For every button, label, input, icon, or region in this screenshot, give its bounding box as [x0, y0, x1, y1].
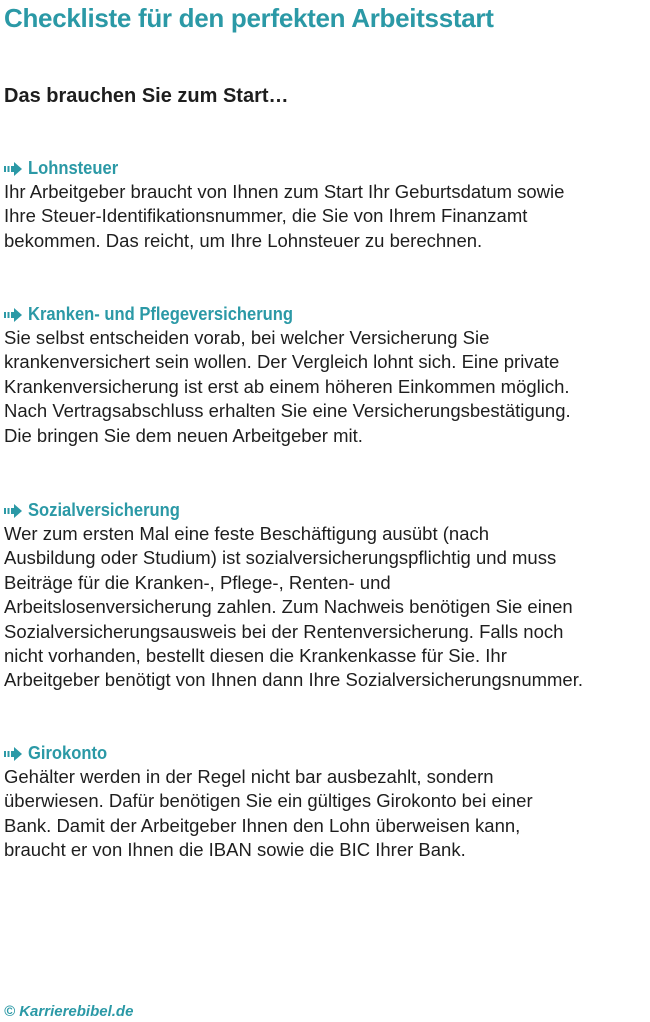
section-lohnsteuer — [4, 156, 650, 253]
page-title: Checkliste für den perfekten Arbeitsstart — [4, 3, 494, 33]
section-heading — [4, 302, 650, 326]
section-heading — [4, 498, 650, 522]
page-subtitle: Das brauchen Sie zum Start… — [4, 85, 289, 107]
arrow-right-icon — [4, 308, 22, 322]
section-title: Girokonto — [28, 743, 108, 763]
section-body: Sie selbst entscheiden vorab, bei welcher Versicherung Sie krankenversichert sein wollen. Der Vergleich lohnt sich. Eine private Krankenversicherung ist erst ab einem höheren Einkommen möglich. Nach Vertragsabschluss erhalten Sie eine Versicherungsbestätigung. Die bringen Sie dem neuen Arbeitgeber mit. — [4, 327, 571, 446]
section-title: Kranken- und Pflegeversicherung — [28, 304, 294, 324]
arrow-right-icon — [4, 504, 22, 518]
section-body: Gehälter werden in der Regel nicht bar ausbezahlt, sondern überwiesen. Dafür benötigen Sie ein gültiges Girokonto bei einer Bank. Damit der Arbeitgeber Ihnen den Lohn überweisen kann, braucht er von Ihnen die IBAN sowie die BIC Ihrer Bank. — [4, 766, 533, 861]
section-title: Sozialversicherung — [28, 500, 180, 520]
copyright-footer: © Karrierebibel.de — [4, 1003, 134, 1020]
section-sozialversicherung — [4, 498, 650, 693]
section-heading — [4, 156, 650, 180]
section-body: Wer zum ersten Mal eine feste Beschäftigung ausübt (nach Ausbildung oder Studium) ist sozialversicherungspflichtig und muss Beiträge für die Kranken-, Pflege-, Renten- und Arbeitslosenversicherung zahlen. Zum Nachweis benötigen Sie einen Sozialversicherungsausweis bei der Rentenversicherung. Falls noch nicht vorhanden, bestellt diesen die Krankenkasse für Sie. Ihr Arbeitgeber benötigt von Ihnen dann Ihre Sozialversicherungsnummer. — [4, 523, 583, 691]
section-title: Lohnsteuer — [28, 158, 119, 178]
section-girokonto — [4, 741, 650, 863]
section-body: Ihr Arbeitgeber braucht von Ihnen zum Start Ihr Geburtsdatum sowie Ihre Steuer-Identifikationsnummer, die Sie von Ihrem Finanzamt bekommen. Das reicht, um Ihre Lohnsteuer zu berechnen. — [4, 181, 565, 251]
arrow-right-icon — [4, 747, 22, 761]
arrow-right-icon — [4, 162, 22, 176]
section-heading — [4, 741, 650, 765]
section-krankenversicherung — [4, 302, 650, 448]
